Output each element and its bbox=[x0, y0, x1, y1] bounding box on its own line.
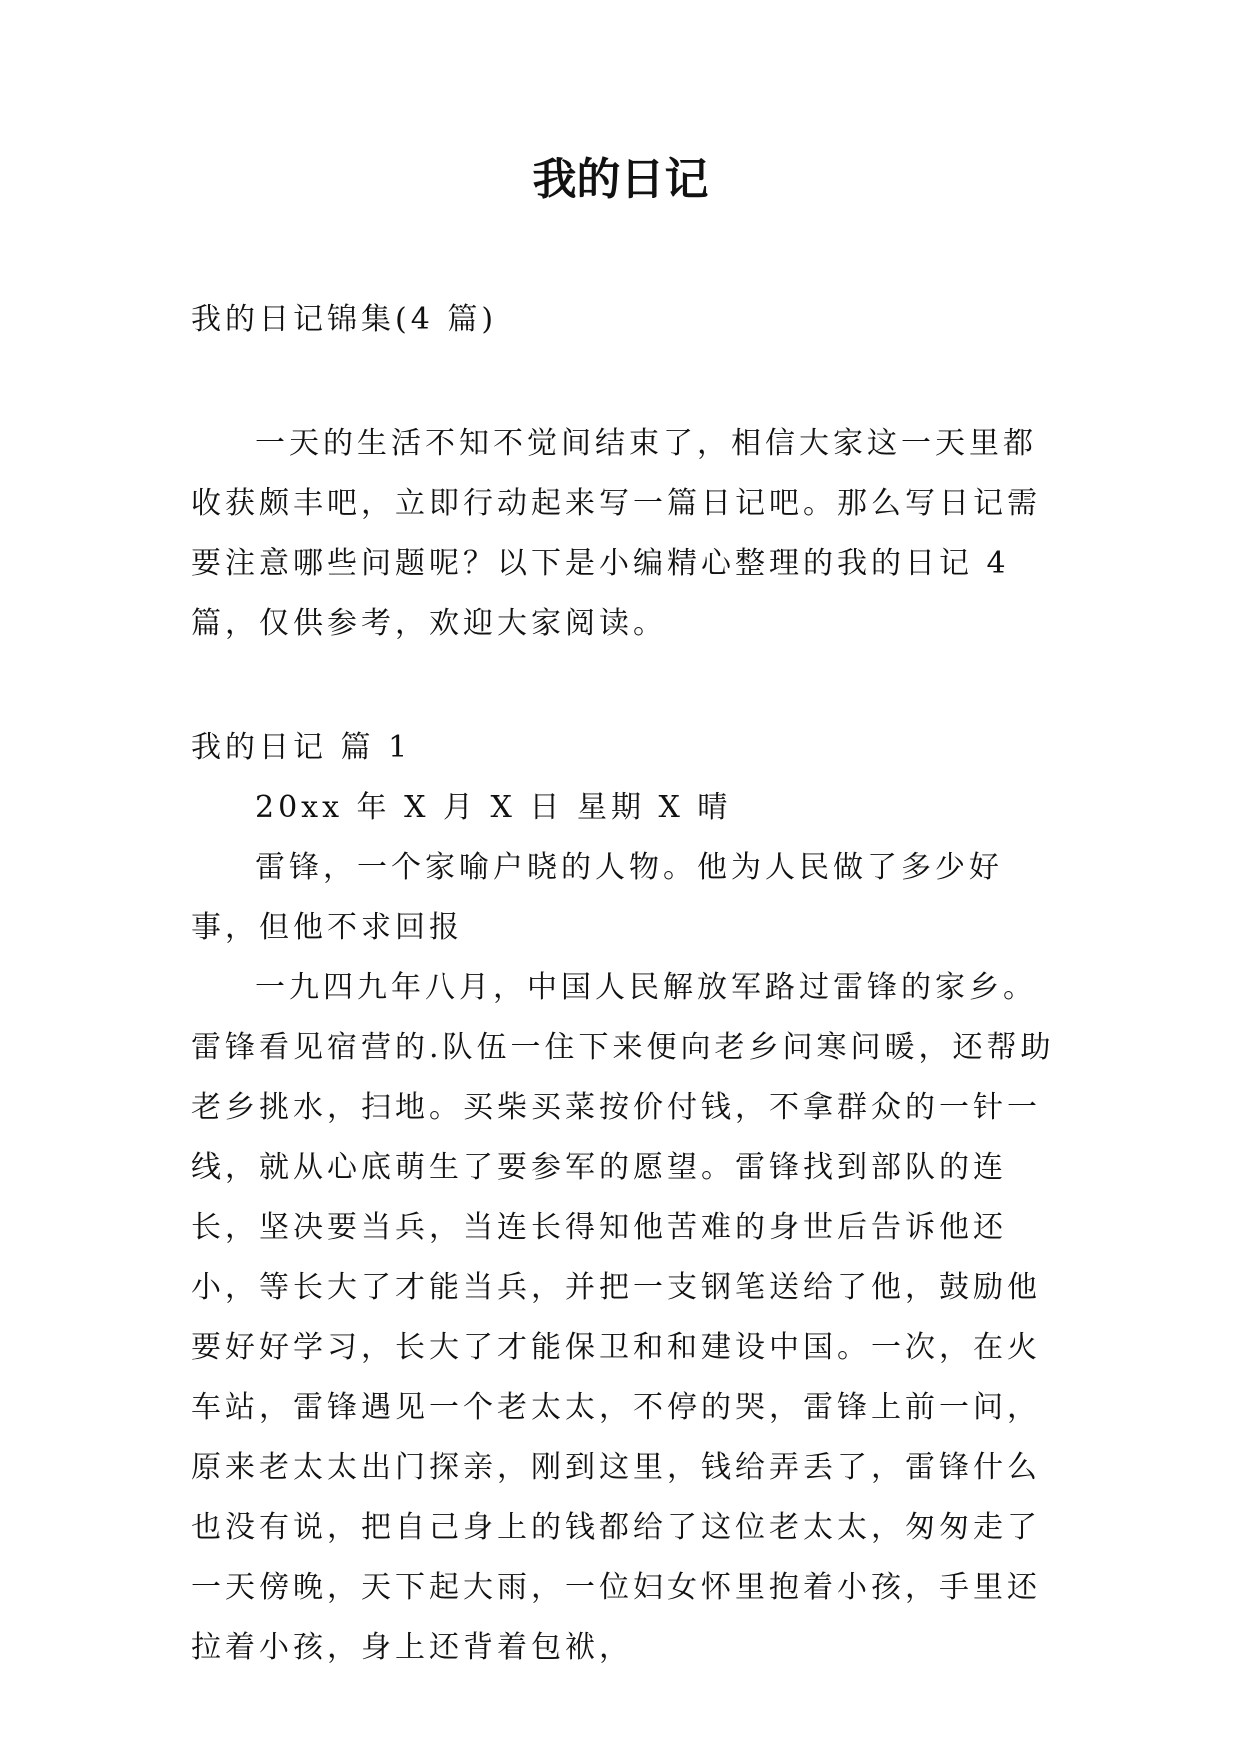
document-subtitle: 我的日记锦集(4 篇) bbox=[191, 302, 498, 337]
entry-paragraph: 雷锋，一个家喻户晓的人物。他为人民做了多少好事，但他不求回报 bbox=[191, 850, 1003, 945]
entry-heading: 我的日记 篇 1 bbox=[191, 730, 412, 765]
document-body bbox=[191, 290, 1056, 1678]
entry-date-line: 20xx 年 X 月 X 日 星期 X 晴 bbox=[255, 790, 732, 825]
page-title: 我的日记 bbox=[532, 154, 709, 205]
entry-paragraph: 一九四九年八月，中国人民解放军路过雷锋的家乡。雷锋看见宿营的.队伍一住下来便向老乡问寒问暖，还帮助老乡挑水，扫地。买柴买菜按价付钱，不拿群众的一针一线，就从心底萌生了要参军的愿望。雷锋找到部队的连长，坚决要当兵，当连长得知他苦难的身世后告诉他还小，等长大了才能当兵，并把一支钢笔送给了他，鼓励他要好好学习，长大了才能保卫和和建设中国。一次，在火车站，雷锋遇见一个老太太，不停的哭，雷锋上前一问，原来老太太出门探亲，刚到这里，钱给弄丢了，雷锋什么也没有说，把自己身上的钱都给了这位老太太，匆匆走了一天傍晚，天下起大雨，一位妇女怀里抱着小孩，手里还拉着小孩，身上还背着包袱， bbox=[191, 970, 1055, 1665]
intro-paragraph: 一天的生活不知不觉间结束了，相信大家这一天里都收获颇丰吧，立即行动起来写一篇日记吧。那么写日记需要注意哪些问题呢？以下是小编精心整理的我的日记 4 篇，仅供参考，欢迎大家阅读。 bbox=[191, 426, 1041, 641]
